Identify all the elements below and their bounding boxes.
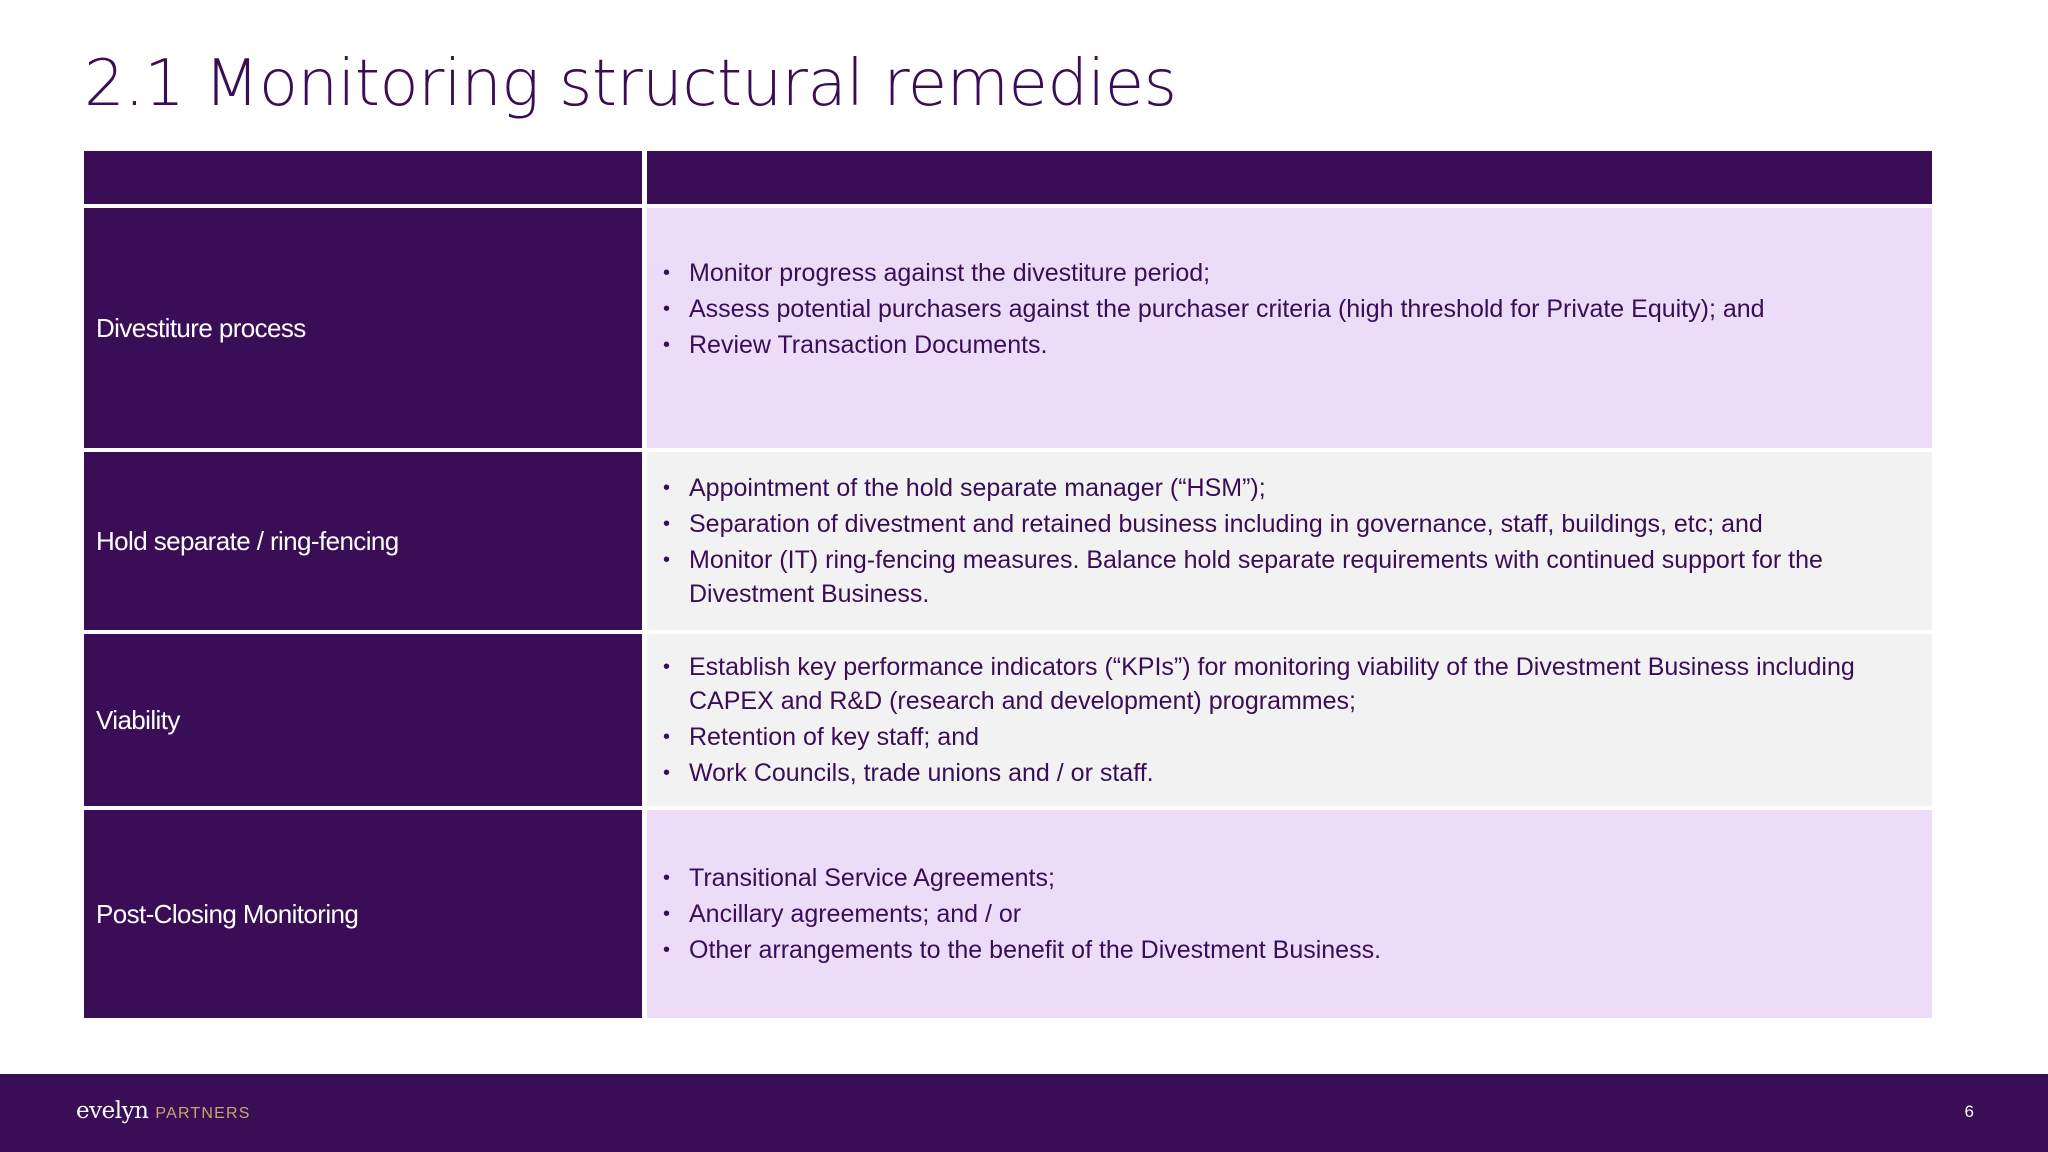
bullet-icon: • [663,939,671,961]
list-item [659,256,1904,290]
remedies-table [84,151,1932,1022]
table-header-row [84,151,1932,204]
list-item-text: Monitor (IT) ring-fencing measures. Balance hold separate requirements with continued support for the Divestment Business. [689,546,1823,608]
table-row [84,208,1932,448]
list-item-text: Review Transaction Documents. [689,331,1048,359]
table-row [84,452,1932,630]
table-header-left [84,151,642,204]
list-item-text: Ancillary agreements; and / or [689,900,1022,928]
list-item [659,897,1904,931]
list-item [659,471,1904,505]
bullet-icon: • [663,903,671,925]
bullet-list [659,469,1904,613]
list-item-text: Other arrangements to the benefit of the Divestment Business. [689,936,1382,964]
row-label-divestiture-process: Divestiture process [84,208,642,448]
table-row [84,810,1932,1018]
row-content [647,810,1932,1018]
bullet-list [659,859,1904,969]
list-item-text: Transitional Service Agreements; [689,864,1055,892]
bullet-icon: • [663,513,671,535]
list-item-text: Retention of key staff; and [689,723,980,751]
bullet-icon: • [663,656,671,678]
brand-logo [76,1098,251,1124]
row-content [647,634,1932,806]
page-title: 2.1 Monitoring structural remedies [84,47,1177,121]
list-item-text: Separation of divestment and retained business including in governance, staff, buildings, etc; and [689,510,1763,538]
footer-bar [0,1074,2048,1152]
brand-name: evelyn [76,1098,149,1124]
bullet-icon: • [663,726,671,748]
row-content [647,208,1932,448]
row-label-post-closing: Post-Closing Monitoring [84,810,642,1018]
list-item-text: Establish key performance indicators (“KPIs”) for monitoring viability of the Divestment Business including CAPEX and R&D (research and development) programmes; [689,653,1855,715]
list-item-text: Appointment of the hold separate manager (“HSM”); [689,474,1266,502]
list-item [659,756,1904,790]
list-item [659,650,1904,718]
bullet-icon: • [663,298,671,320]
bullet-list [659,648,1904,792]
bullet-icon: • [663,549,671,571]
row-label-hold-separate: Hold separate / ring-fencing [84,452,642,630]
bullet-icon: • [663,477,671,499]
list-item [659,933,1904,967]
list-item-text: Assess potential purchasers against the purchaser criteria (high threshold for Private Equity); and [689,295,1765,323]
list-item [659,720,1904,754]
list-item [659,543,1904,611]
row-label-viability: Viability [84,634,642,806]
brand-subtitle: PARTNERS [155,1105,251,1122]
row-content [647,452,1932,630]
bullet-icon: • [663,762,671,784]
page-number: 6 [1964,1102,1974,1121]
bullet-icon: • [663,262,671,284]
bullet-icon: • [663,867,671,889]
list-item [659,507,1904,541]
list-item-text: Work Councils, trade unions and / or staff. [689,759,1154,787]
bullet-icon: • [663,334,671,356]
list-item [659,328,1904,362]
bullet-list [659,254,1904,364]
table-header-right [647,151,1932,204]
list-item [659,292,1904,326]
list-item-text: Monitor progress against the divestiture period; [689,259,1211,287]
table-row [84,634,1932,806]
list-item [659,861,1904,895]
